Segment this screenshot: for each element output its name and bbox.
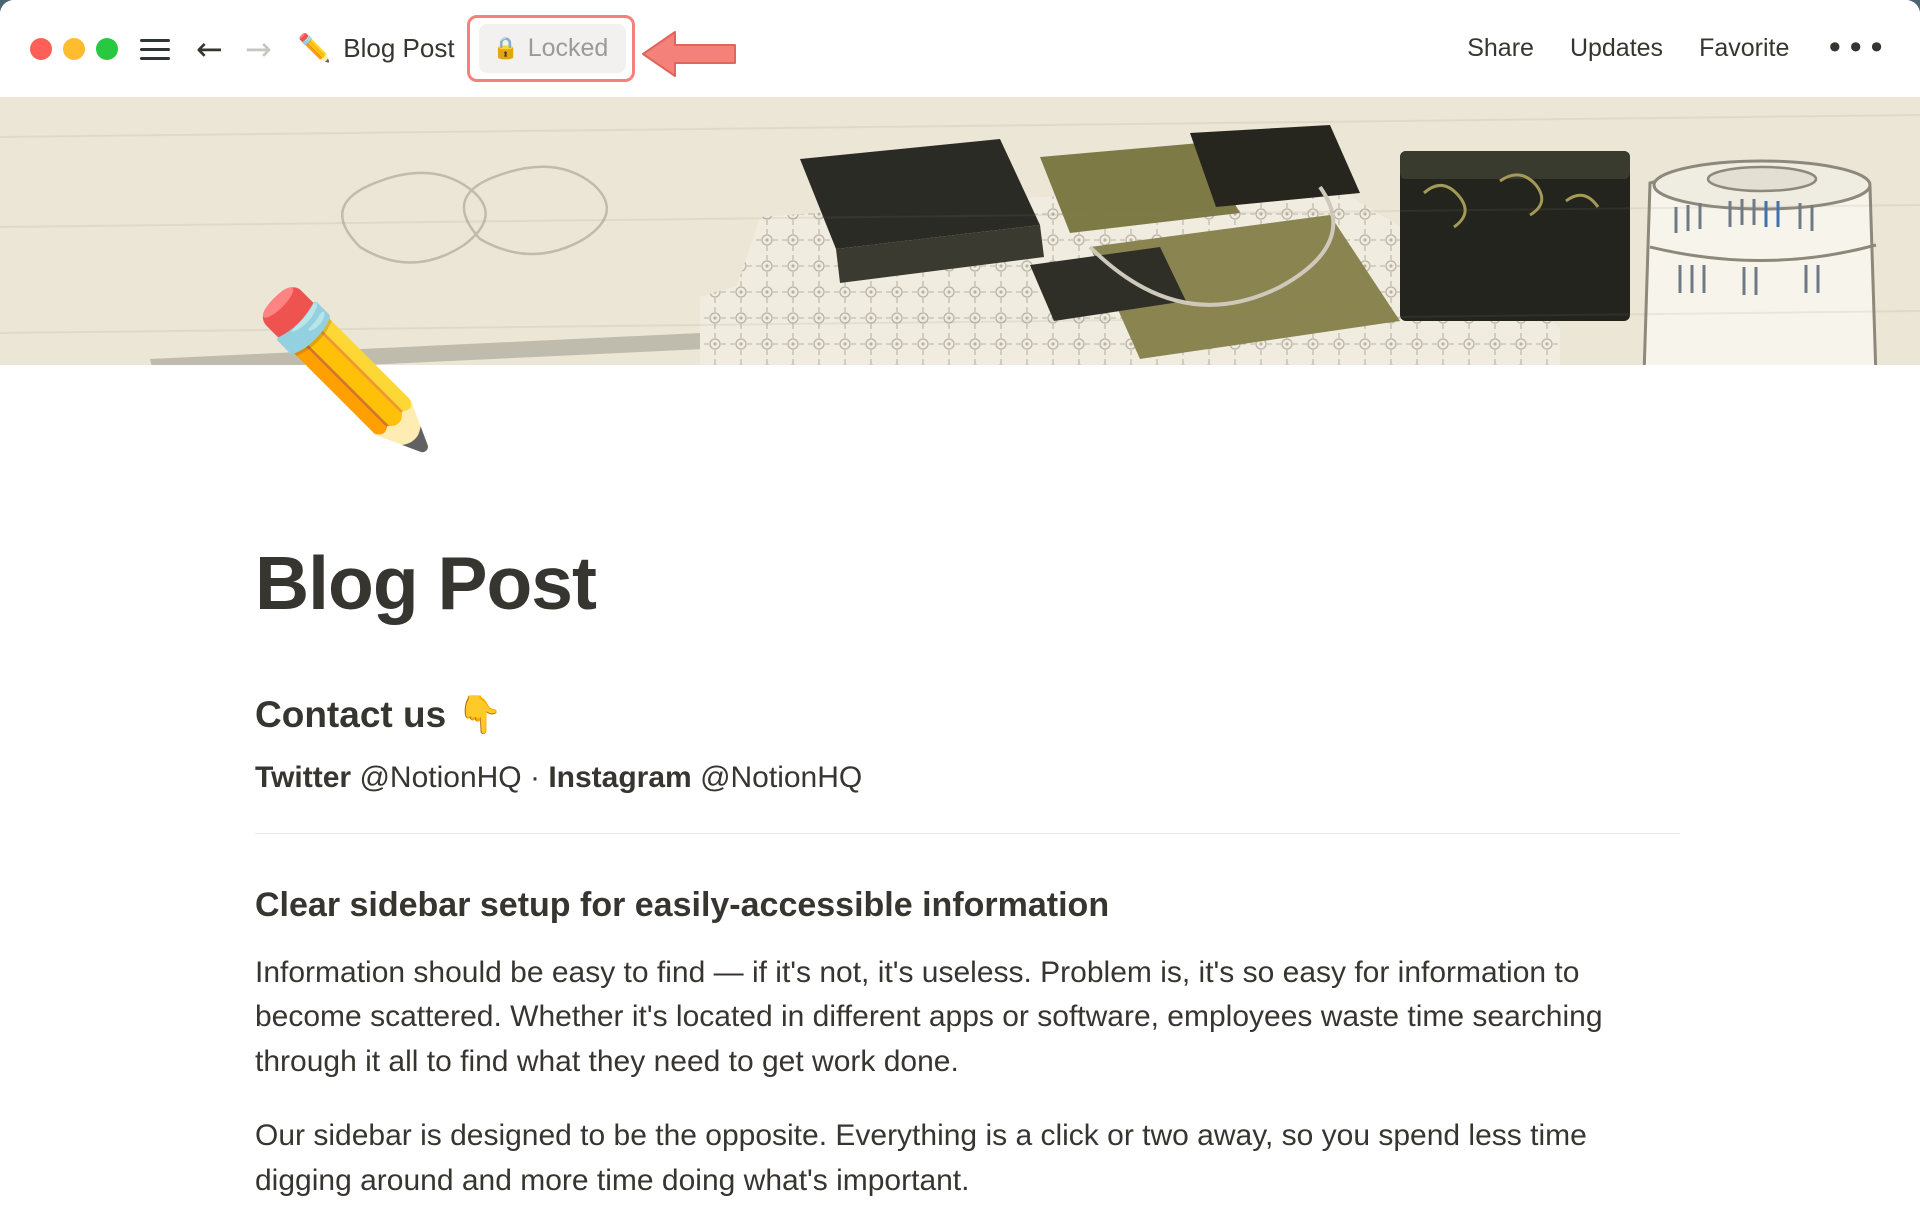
locked-chip[interactable] [479,24,627,73]
page-title[interactable]: Blog Post [255,541,596,625]
locked-label: Locked [527,34,609,62]
breadcrumb-page-name[interactable]: Blog Post [343,33,455,63]
divider [255,833,1680,834]
zoom-window-button[interactable] [96,38,118,60]
arrow-left-icon[interactable]: ← [196,29,223,68]
pencil-icon: ✏️ [297,33,332,64]
minimize-window-button[interactable] [63,38,85,60]
page-content [255,365,1685,1203]
instagram-label[interactable]: Instagram [548,761,692,794]
contact-handles-line [255,757,1685,799]
more-options-icon[interactable]: ••• [1825,28,1888,67]
paragraph[interactable]: Our sidebar is designed to be the opposite. Everything is a click or two away, so you spend less time digging around and more time doing what's important. [255,1119,1587,1197]
lock-icon: 🔒 [492,36,519,60]
paragraph[interactable]: Information should be easy to find — if it's not, it's useless. Problem is, it's so easy for information to become scattered. Whether it's located in different apps or software, employees waste time searching through it all to find what they need to get work done. [255,956,1603,1078]
breadcrumb[interactable] [298,33,455,64]
sidebar-toggle-icon[interactable] [140,37,170,61]
contact-heading-text: Contact us [255,694,447,735]
instagram-handle[interactable]: @NotionHQ [700,761,863,794]
twitter-label[interactable]: Twitter [255,761,352,794]
annotation-arrow-icon [639,28,739,80]
contact-heading[interactable] [255,694,1685,737]
page-body [0,283,1920,1203]
locked-indicator-wrapper [479,24,627,73]
pointing-down-icon: 👇 [456,694,503,735]
titlebar-actions [1467,28,1896,67]
page-icon[interactable]: ✏️ [252,283,439,457]
share-button[interactable]: Share [1467,34,1534,62]
close-window-button[interactable] [30,38,52,60]
traffic-lights [30,38,118,60]
twitter-handle[interactable]: @NotionHQ [359,761,522,794]
favorite-button[interactable]: Favorite [1699,34,1790,62]
updates-button[interactable]: Updates [1569,34,1664,62]
section-heading[interactable]: Clear sidebar setup for easily-accessible information [255,886,1110,924]
arrow-right-icon[interactable]: → [244,29,272,68]
separator-dot: · [529,761,540,794]
window-titlebar [0,0,1920,97]
